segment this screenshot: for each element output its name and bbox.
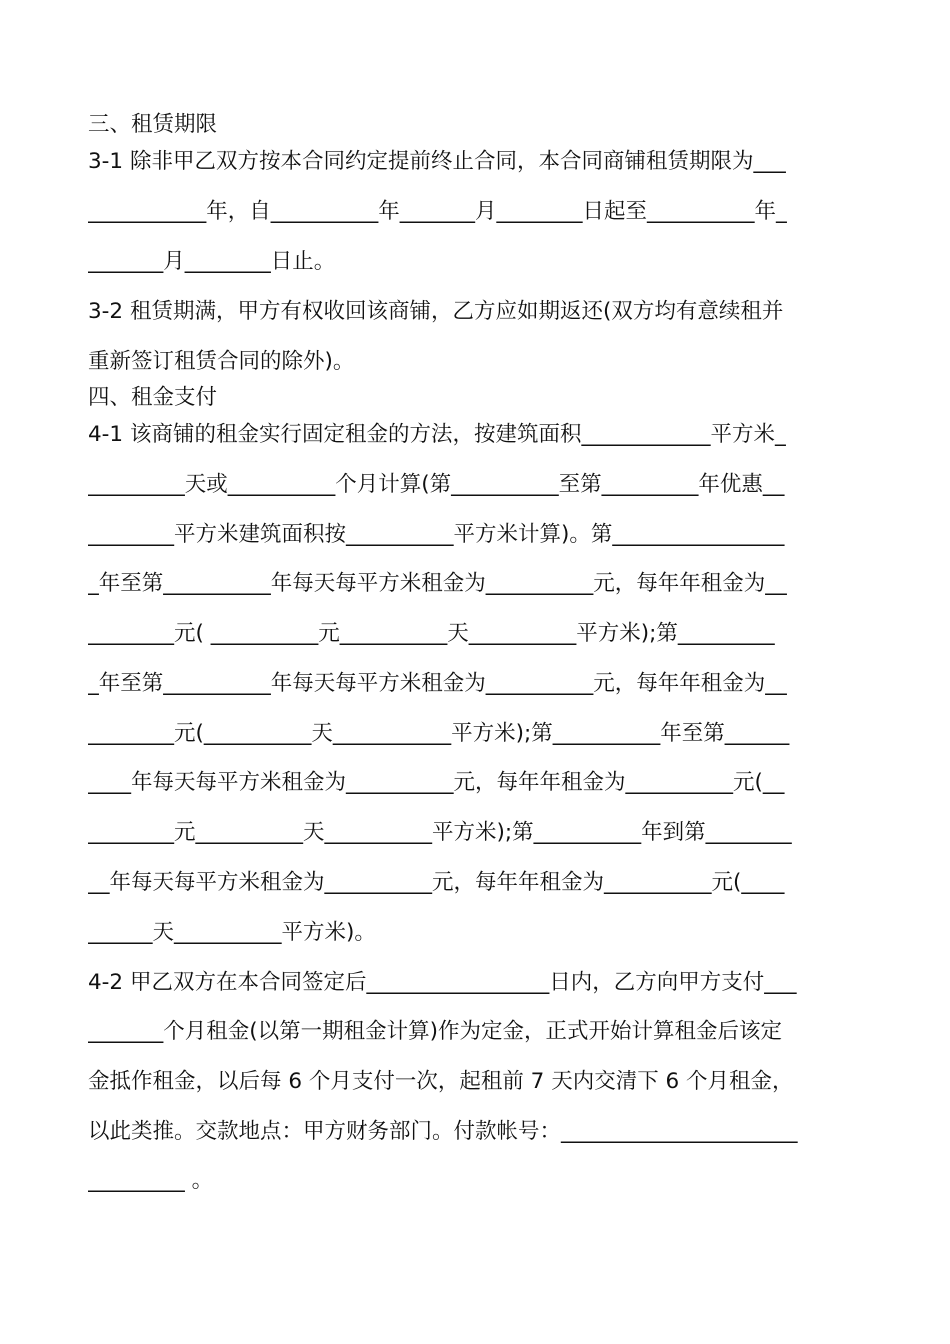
clause-4-2-line-3: 金抵作租金，以后每 6 个月支付一次，起租前 7 天内交清下 6 个月租金， [88, 1069, 794, 1094]
clause-4-1-line-7: ________元(__________天___________平方米);第__________年至第______ [88, 721, 790, 746]
clause-3-2-line-1: 3-2 租赁期满，甲方有权收回该商铺，乙方应如期返还(双方均有意续租并 [88, 299, 784, 324]
clause-4-2-line-1: 4-2 甲乙双方在本合同签定后_________________日内，乙方向甲方支付___ [88, 970, 797, 995]
section-heading-lease-term: 三、租赁期限 [88, 112, 218, 137]
clause-4-1-line-3: ________平方米建筑面积按__________平方米计算)。第________________ [88, 522, 785, 547]
clause-4-1-line-10: __年每天每平方米租金为__________元，每年年租金为__________元(____ [88, 870, 785, 895]
clause-4-1-line-6: _年至第__________年每天每平方米租金为__________元，每年年租金为__ [88, 671, 787, 696]
clause-4-1-line-9: ________元__________天__________平方米);第__________年到第________ [88, 820, 792, 845]
clause-3-1-line-2: ___________年，自__________年_______月________日起至__________年_ [88, 199, 787, 224]
clause-4-2-line-2: _______个月租金(以第一期租金计算)作为定金，正式开始计算租金后该定 [88, 1019, 783, 1044]
clause-4-1-line-8: ____年每天每平方米租金为__________元，每年年租金为__________元(__ [88, 770, 785, 795]
clause-4-1-line-2: _________天或__________个月计算(第__________至第_________年优惠__ [88, 472, 785, 497]
clause-4-1-line-11: ______天__________平方米)。 [88, 920, 376, 945]
clause-3-2-line-2: 重新签订租赁合同的除外)。 [88, 349, 355, 374]
clause-3-1-line-3: _______月________日止。 [88, 249, 336, 274]
section-heading-rent-payment: 四、租金支付 [88, 385, 218, 410]
clause-4-1-line-1: 4-1 该商铺的租金实行固定租金的方法，按建筑面积____________平方米_ [88, 422, 786, 447]
clause-4-1-line-5: ________元( __________元__________天__________平方米);第_________ [88, 621, 775, 646]
clause-3-1-line-1: 3-1 除非甲乙双方按本合同约定提前终止合同，本合同商铺租赁期限为___ [88, 149, 786, 174]
clause-4-1-line-4: _年至第__________年每天每平方米租金为__________元，每年年租金为__ [88, 571, 787, 596]
clause-4-2-line-5: _________ 。 [88, 1168, 214, 1193]
clause-4-2-line-4: 以此类推。交款地点：甲方财务部门。付款帐号：______________________ [88, 1119, 798, 1144]
